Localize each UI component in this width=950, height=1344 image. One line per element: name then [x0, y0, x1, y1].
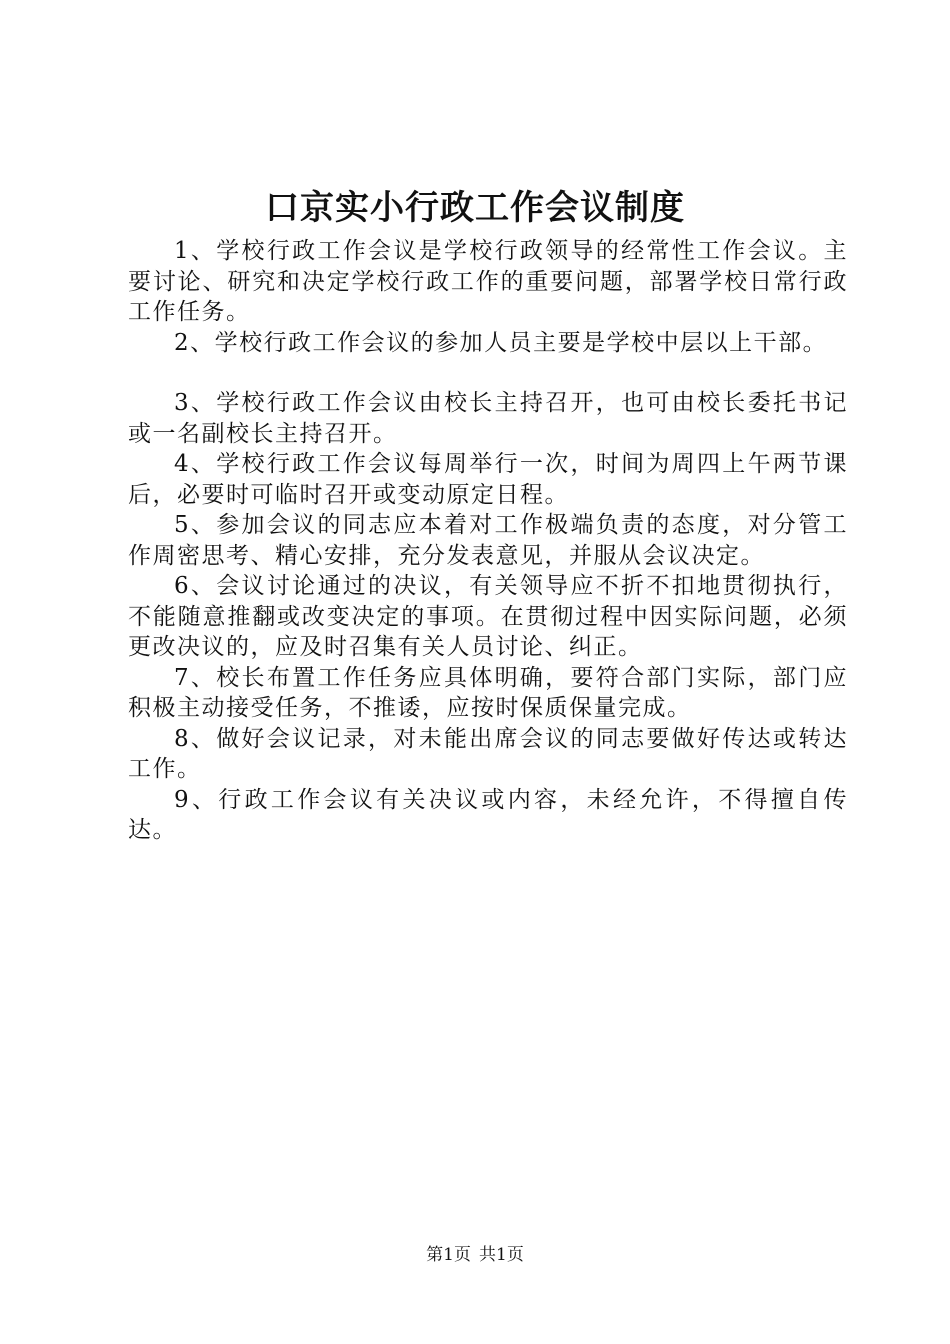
paragraph-8: 8、做好会议记录，对未能出席会议的同志要做好传达或转达工作。 — [128, 725, 848, 782]
document-body — [128, 236, 848, 846]
paragraph-9: 9、行政工作会议有关决议或内容，未经允许，不得擅自传达。 — [128, 786, 848, 843]
paragraph-1: 1、学校行政工作会议是学校行政领导的经常性工作会议。主要讨论、研究和决定学校行政工作的重要问题，部署学校日常行政工作任务。 — [128, 238, 848, 325]
document-title: 口京实小行政工作会议制度 — [265, 188, 685, 228]
paragraph-6: 6、会议讨论通过的决议，有关领导应不折不扣地贯彻执行，不能随意推翻或改变决定的事项。在贯彻过程中因实际问题，必须更改决议的，应及时召集有关人员讨论、纠正。 — [128, 573, 848, 660]
paragraph-5: 5、参加会议的同志应本着对工作极端负责的态度，对分管工作周密思考、精心安排，充分发表意见，并服从会议决定。 — [128, 512, 848, 569]
page-number: 第1页 — [426, 1245, 471, 1265]
paragraph-3: 3、学校行政工作会议由校长主持召开，也可由校长委托书记或一名副校长主持召开。 — [128, 390, 848, 447]
page-total: 共1页 — [479, 1245, 524, 1265]
paragraph-2: 2、学校行政工作会议的参加人员主要是学校中层以上干部。 — [174, 329, 828, 356]
paragraph-4: 4、学校行政工作会议每周举行一次，时间为周四上午两节课后，必要时可临时召开或变动原定日程。 — [128, 451, 848, 508]
paragraph-7: 7、校长布置工作任务应具体明确，要符合部门实际，部门应积极主动接受任务，不推诿，应按时保质保量完成。 — [128, 664, 848, 721]
page-footer — [0, 1243, 950, 1267]
